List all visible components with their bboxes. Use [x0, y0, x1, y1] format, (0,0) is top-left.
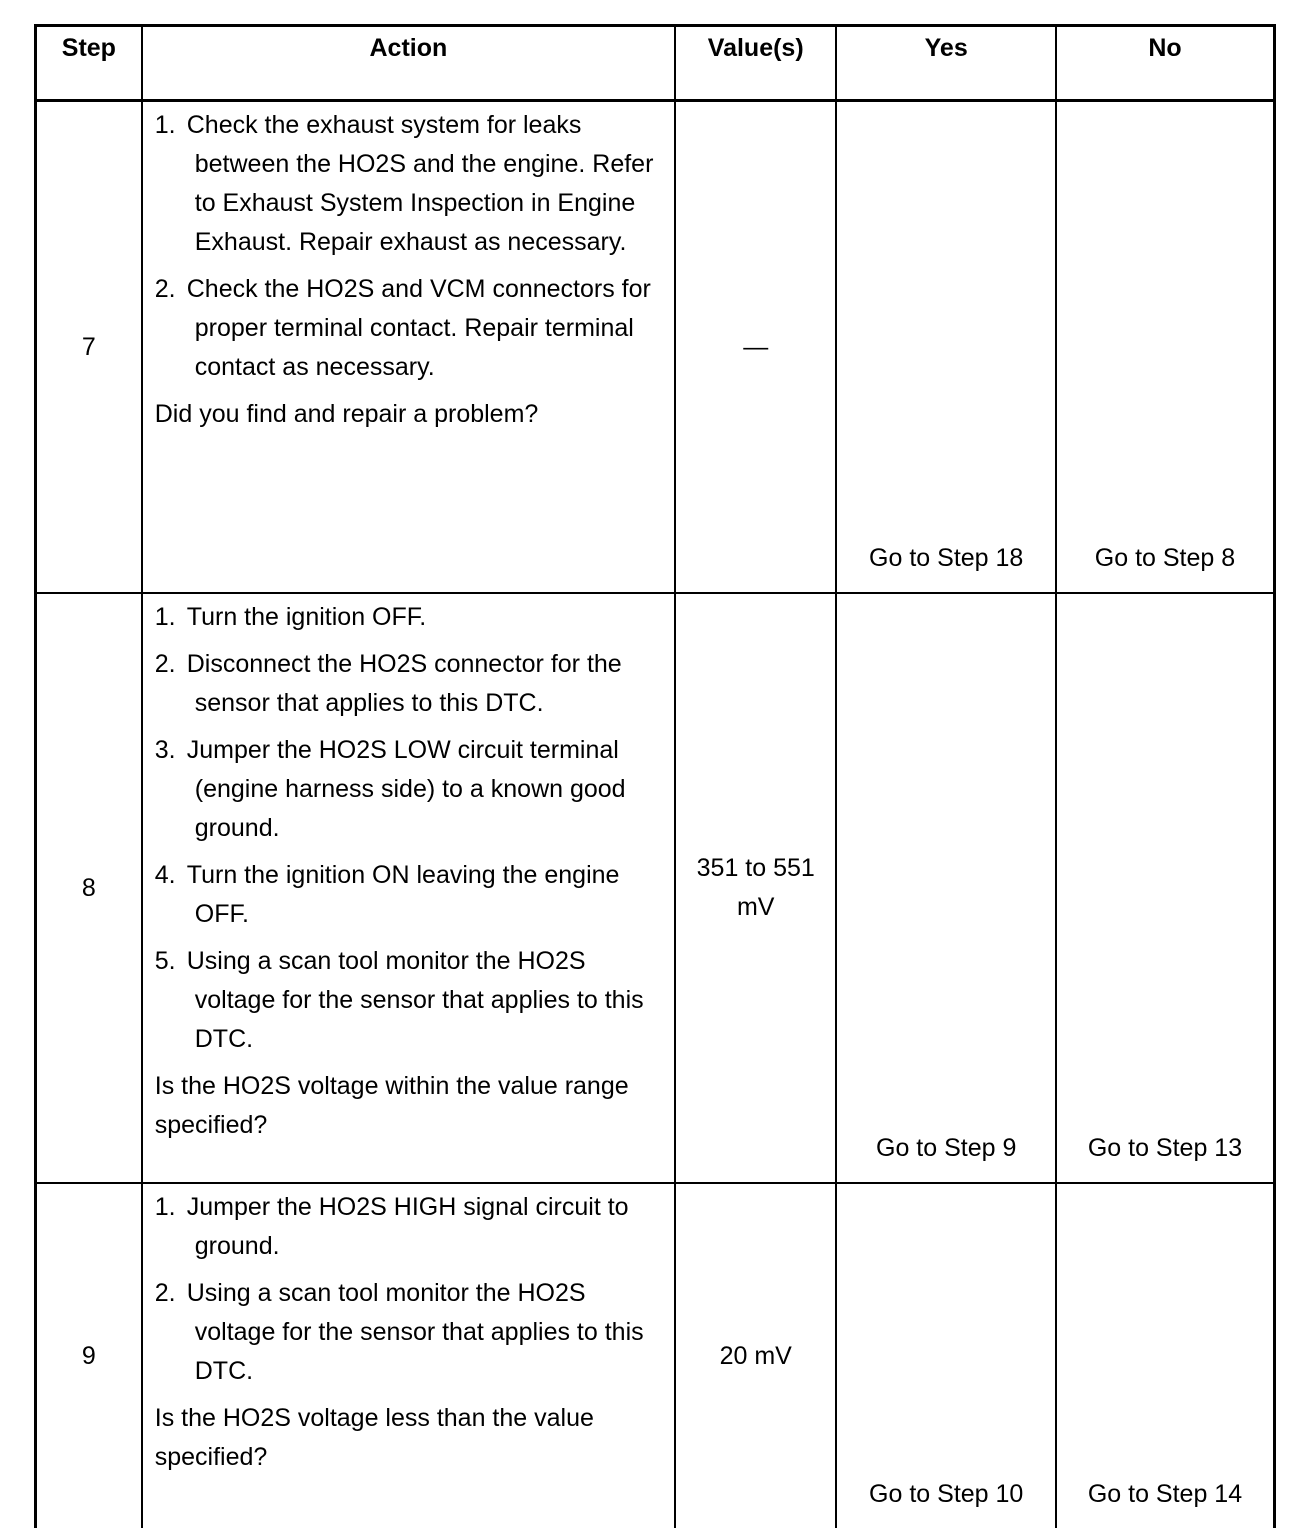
yes-cell: Go to Step 9	[836, 593, 1056, 1183]
value-cell: 351 to 551 mV	[675, 593, 836, 1183]
no-cell: Go to Step 8	[1056, 101, 1275, 594]
action-item	[155, 1274, 668, 1391]
action-question: Is the HO2S voltage within the value range specified?	[154, 1072, 629, 1139]
value-dash: —	[743, 332, 769, 361]
action-item	[155, 942, 668, 1059]
diagnostic-table-container	[34, 24, 1276, 1508]
item-text: Jumper the HO2S HIGH signal circuit to ground.	[186, 1193, 629, 1260]
header-row	[36, 26, 1275, 101]
table-row	[36, 593, 1275, 1183]
item-text: Using a scan tool monitor the HO2S voltage for the sensor that applies to this DTC.	[186, 1279, 644, 1385]
action-item	[155, 106, 668, 262]
item-text: Turn the ignition ON leaving the engine OFF.	[186, 861, 620, 928]
item-number: 2.	[154, 650, 176, 678]
header-action: Action	[142, 26, 675, 101]
table-row	[36, 101, 1275, 594]
header-step: Step	[36, 26, 142, 101]
action-cell	[142, 1183, 675, 1528]
item-text: Turn the ignition OFF.	[186, 603, 427, 631]
item-text: Check the exhaust system for leaks between the HO2S and the engine. Refer to Exhaust System Inspection in Engine Exhaust. Repair exhaust as necessary.	[186, 111, 654, 256]
diagnostic-table	[34, 24, 1276, 1528]
step-number: 9	[36, 1183, 142, 1528]
action-question: Is the HO2S voltage less than the value specified?	[154, 1404, 594, 1471]
item-number: 1.	[154, 111, 176, 139]
action-cell	[142, 593, 675, 1183]
action-question: Did you find and repair a problem?	[154, 400, 539, 428]
action-item	[155, 856, 668, 934]
item-number: 3.	[154, 736, 176, 764]
table-row	[36, 1183, 1275, 1528]
no-cell: Go to Step 14	[1056, 1183, 1275, 1528]
item-number: 1.	[154, 603, 176, 631]
header-yes: Yes	[836, 26, 1056, 101]
item-number: 2.	[154, 275, 176, 303]
item-number: 2.	[154, 1279, 176, 1307]
action-item	[155, 598, 668, 637]
action-item	[155, 731, 668, 848]
action-cell	[142, 101, 675, 594]
value-cell	[675, 101, 836, 594]
step-number: 7	[36, 101, 142, 594]
item-number: 5.	[154, 947, 176, 975]
item-number: 1.	[154, 1193, 176, 1221]
header-values: Value(s)	[675, 26, 836, 101]
item-text: Check the HO2S and VCM connectors for proper terminal contact. Repair terminal contact as necessary.	[186, 275, 651, 381]
action-item	[155, 1188, 668, 1266]
item-number: 4.	[154, 861, 176, 889]
action-item	[155, 645, 668, 723]
step-number: 8	[36, 593, 142, 1183]
no-cell: Go to Step 13	[1056, 593, 1275, 1183]
value-cell: 20 mV	[675, 1183, 836, 1528]
action-item	[155, 270, 668, 387]
item-text: Disconnect the HO2S connector for the sensor that applies to this DTC.	[186, 650, 622, 717]
item-text: Jumper the HO2S LOW circuit terminal (engine harness side) to a known good ground.	[186, 736, 626, 842]
item-text: Using a scan tool monitor the HO2S voltage for the sensor that applies to this DTC.	[186, 947, 644, 1053]
yes-cell: Go to Step 10	[836, 1183, 1056, 1528]
header-no: No	[1056, 26, 1275, 101]
yes-cell: Go to Step 18	[836, 101, 1056, 594]
